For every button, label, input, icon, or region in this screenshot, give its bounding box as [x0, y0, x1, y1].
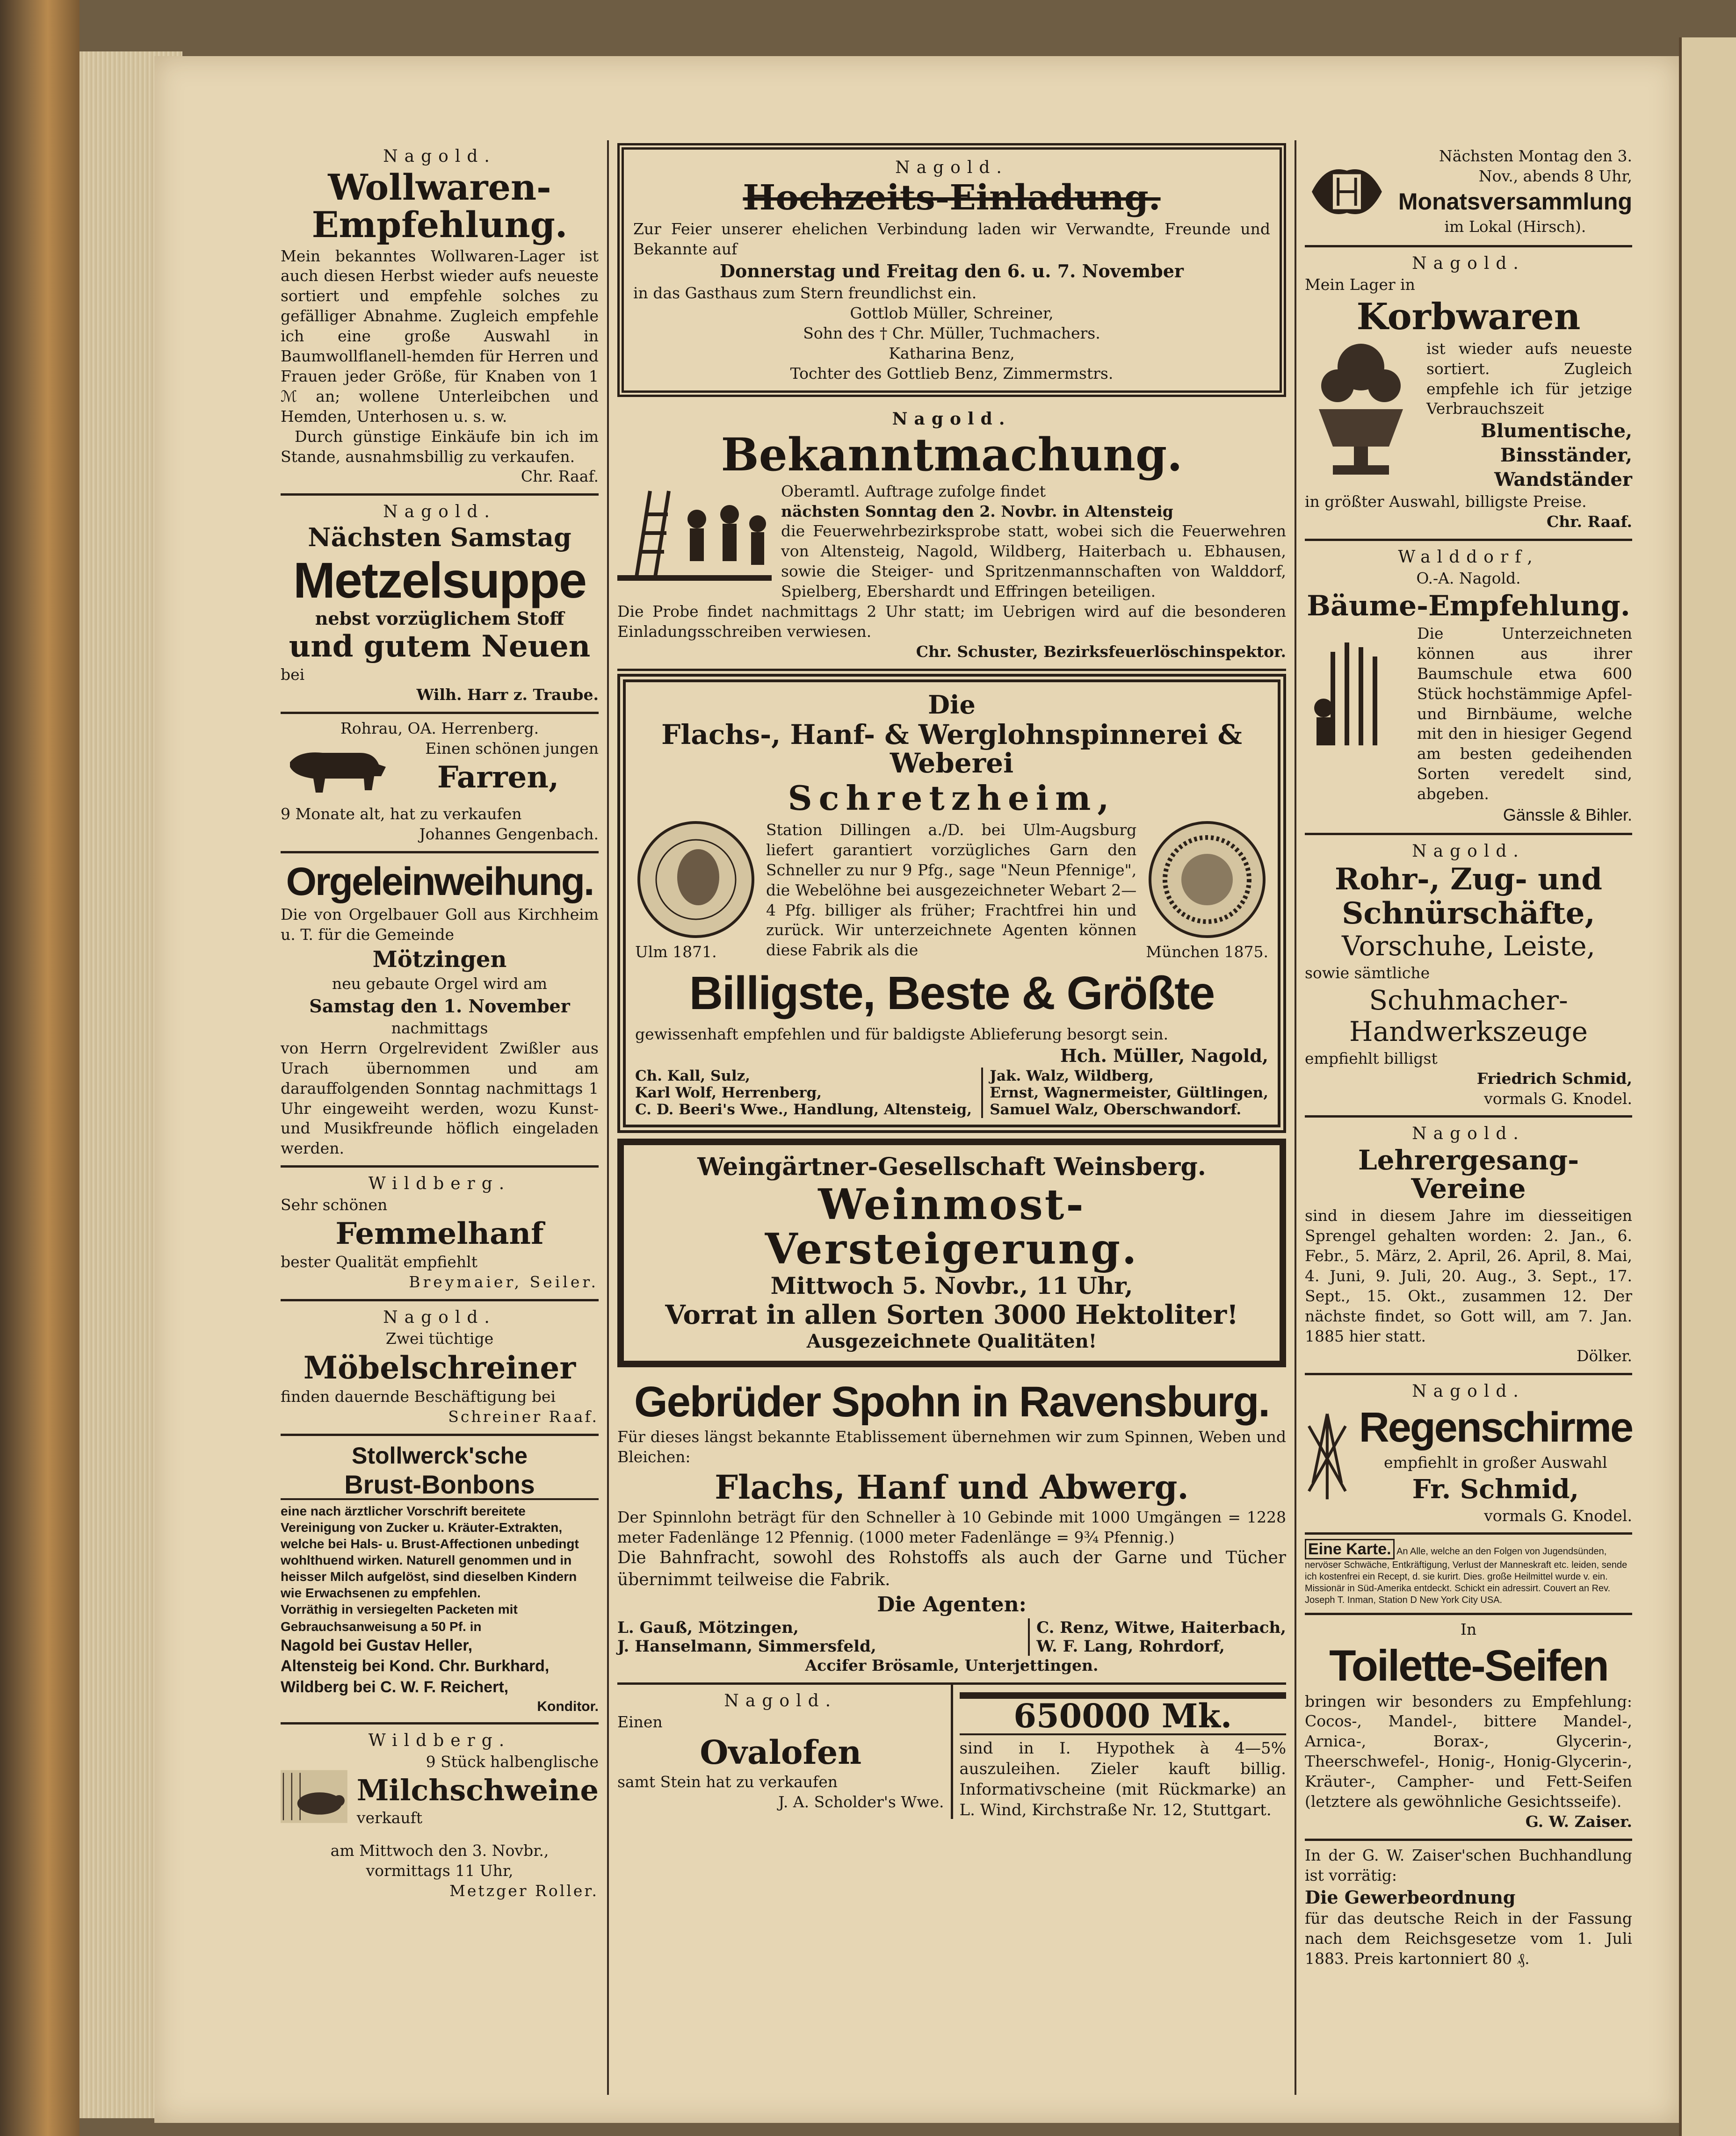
agents-right: [981, 1068, 1268, 1118]
ad-line: Ausgezeichnete Qualitäten!: [806, 1330, 1097, 1352]
ad-monatsversammlung: [1305, 140, 1632, 247]
column-1: [281, 140, 599, 1907]
ad-date: Mittwoch 5. Novbr., 11 Uhr,: [770, 1272, 1133, 1300]
town-label: Nagold.: [1412, 1382, 1525, 1401]
ad-body: von Herrn Orgelrevident Zwißler aus Urach übernommen und am darauffolgenden Sonntag nachmittags 1 Uhr eingeweiht werden, wozu Kunst- und Musikfreunde höflich eingeladen werden.: [281, 1039, 599, 1158]
ad-line: vormittags 11 Uhr,: [366, 1861, 514, 1880]
ad-line: Vorrat in allen Sorten 3000 Hektoliter!: [665, 1299, 1238, 1330]
ad-title: Orgeleinweihung.: [286, 859, 593, 903]
ad-line: und gutem Neuen: [289, 629, 591, 664]
ad-hypothek: [953, 1685, 1287, 1827]
ad-time: nachmittags: [391, 1019, 488, 1038]
ad-signature: Breymaier, Seiler.: [409, 1273, 599, 1292]
ad-line: Zwei tüchtige: [385, 1329, 494, 1348]
ad-title: Flachs-, Hanf- & Werglohnspinnerei & Weberei: [661, 719, 1242, 779]
ad-title: Femmelhanf: [335, 1216, 544, 1252]
ad-title: Handwerkszeuge: [1349, 1015, 1588, 1047]
ad-body: neu gebaute Orgel wird am: [332, 974, 548, 993]
ad-die: Die: [928, 689, 976, 720]
ad-line: bei: [281, 665, 305, 684]
ad-line: Weingärtner-Gesellschaft Weinsberg.: [697, 1152, 1206, 1181]
ad-title: Gebrüder Spohn in Ravensburg.: [634, 1378, 1269, 1426]
ad-korbwaren: [1305, 247, 1632, 541]
agent: C. D. Beeri's Wwe., Handlung, Altensteig,: [635, 1101, 972, 1118]
medal-caption: Ulm 1871.: [635, 942, 717, 961]
ad-femmelhanf: [281, 1168, 599, 1301]
ad-line: empfiehlt in großer Auswahl: [1384, 1453, 1607, 1472]
ad-line: 9 Stück halbenglische: [426, 1752, 599, 1771]
agent: W. F. Lang, Rohrdorf,: [1036, 1637, 1225, 1656]
firemen-illustration: [617, 482, 772, 585]
ad-regenschirme: [1305, 1375, 1632, 1535]
next-page-edge: [1679, 37, 1736, 2136]
town-label: Walddorf,: [1398, 548, 1539, 567]
ad-date: Donnerstag und Freitag den 6. u. 7. November: [720, 260, 1184, 282]
ad-title: Hochzeits-Einladung.: [743, 178, 1161, 218]
ad-lehrergesang: [1305, 1118, 1632, 1375]
ad-title: Ovalofen: [700, 1732, 862, 1772]
ad-signature: J. A. Scholder's Wwe.: [778, 1793, 944, 1811]
ad-body: in größter Auswahl, billigste Preise.: [1305, 492, 1587, 511]
ad-title: Brust-Bonbons: [281, 1471, 599, 1501]
town-label: Wildberg.: [368, 1731, 511, 1750]
ad-moebel: [281, 1301, 599, 1436]
agent: Accifer Brösamle, Unterjettingen.: [805, 1656, 1099, 1675]
ad-toilette-seifen: [1305, 1615, 1632, 1841]
ad-body: für das deutsche Reich in der Fassung nach dem Reichsgesetze vom 1. Juli 1883. Preis kartonniert 80 ₰.: [1305, 1909, 1632, 1968]
ad-body: Die Unterzeichneten können aus ihrer Baumschule etwa 600 Stück hochstämmige Apfel- und Birnbäume, welche mit den in hiesiger Gegend am besten gedeihenden Sorten veredelt sind, abgeben.: [1417, 624, 1632, 803]
ad-line: Einen schönen jungen: [425, 739, 599, 758]
ad-line: am Mittwoch den 3. Novbr.,: [330, 1841, 549, 1860]
ad-line: samt Stein hat zu verkaufen: [617, 1773, 838, 1791]
ad-signature: Fr. Schmid,: [1412, 1473, 1579, 1505]
ad-title: Farren,: [437, 760, 559, 795]
ad-place: in das Gasthaus zum Stern freundlichst ein.: [633, 284, 977, 303]
ad-eine-karte: [1305, 1535, 1632, 1615]
tree-bundle-illustration: [1305, 624, 1408, 750]
ad-body: Station Dillingen a./D. bei Ulm-Augsburg liefert garantiert vorzügliches Garn den Schneller zu nur 9 Pfg., sage "Neun Pfennige", die Webelöhne bei ausgezeichneter Webart 2—4 Pfg. billiger als früher; Frachtfrei hin und zurück. Wir unterzeichnete Agenten können diese Fabrik als die: [766, 821, 1137, 960]
ad-slogan: Billigste, Beste & Größte: [689, 967, 1215, 1019]
ad-body: Nächsten Montag den 3. Nov., abends 8 Uhr,: [1439, 147, 1632, 186]
guild-emblem-icon: [1305, 145, 1389, 238]
bottom-row-col2: [617, 1685, 1286, 1827]
ad-bekanntmachung: [617, 403, 1286, 671]
ad-item: Binsständer,: [1500, 444, 1632, 467]
ad-signature: Metzger Roller.: [449, 1881, 599, 1900]
ad-items: Flachs, Hanf und Abwerg.: [715, 1468, 1189, 1507]
town-label: Nagold.: [383, 502, 496, 522]
ad-body: sind in diesem Jahre im diesseitigen Sprengel gehalten worden: 2. Jan., 6. Febr., 5. März, 2. April, 26. April, 8. Mai, 4. Juni, 9. Juli, 20. Aug., 3. Sept., 17. Sept., 15. Okt., zusammen 12. Der nächste findet, so Gott will, am 7. Jan. 1885 hier statt.: [1305, 1206, 1632, 1345]
pig-illustration: [281, 1752, 347, 1841]
ad-body: Mein bekanntes Wollwaren-Lager ist auch diesen Herbst wieder aufs neueste sortiert und empfehle solches zu gefälliger Abnahme. Zugleich empfehle ich eine große Auswahl in Baumwollflanell-hemden für Herren und Frauen jeder Größe, für Knaben von 1 ℳ an; wollene Unterleibchen und Hemden, Unterhosen u. s. w.: [281, 246, 599, 426]
town-label-2: O.-A. Nagold.: [1416, 569, 1521, 588]
ad-signature-2: vormals G. Knodel.: [1484, 1506, 1632, 1525]
ad-body: Zur Feier unserer ehelichen Verbindung laden wir Verwandte, Freunde und Bekannte auf: [633, 219, 1270, 258]
agent: L. Gauß, Mötzingen,: [617, 1618, 799, 1638]
ad-body: An Alle, welche an den Folgen von Jugendsünden, nervöser Schwäche, Entkräftigung, Verlust der Manneskraft etc. leiden, sende ich kostenfrei ein Recept, d. sie kurirt. Dies. große Heilmittel wurde v. ein. Missionär in Süd-Amerika entdeckt. Schickt ein adressirt. Couvert an Rev. Joseph T. Inman, Station D New York City USA.: [1305, 1546, 1628, 1605]
ad-gewerbeordnung: [1305, 1841, 1632, 1976]
ad-place: Schretzheim,: [788, 778, 1116, 818]
agent: Samuel Walz, Oberschwandorf.: [990, 1101, 1242, 1118]
ad-title: Rohr-, Zug- und: [1335, 861, 1602, 897]
town-label: Wildberg.: [368, 1174, 511, 1194]
town-label: Nagold.: [724, 1691, 838, 1711]
ad-signature: Friedrich Schmid,: [1476, 1069, 1632, 1088]
ad-body: In der G. W. Zaiser'schen Buchhandlung ist vorrätig:: [1305, 1846, 1632, 1884]
ad-body: Für dieses längst bekannte Etablissement übernehmen wir zum Spinnen, Weben und Bleichen:: [617, 1428, 1286, 1466]
bull-icon: [281, 739, 388, 804]
ad-line: verkauft: [356, 1808, 423, 1827]
ad-signature: Chr. Schuster, Bezirksfeuerlöschinspektor.: [916, 642, 1286, 661]
ad-date: Samstag den 1. November: [309, 996, 570, 1017]
ad-body: bringen wir besonders zu Empfehlung: Cocos-, Mandel-, bittere Mandel-, Arnica-, Borax-, Glycerin-, Theerschwefel-, Honig-, Honig-Glycerin-, Kräuter-, Campher- und Fett-Seifen (letztere als gewöhnliche Gesichtsseife).: [1305, 1692, 1632, 1811]
agent: Jak. Walz, Wildberg,: [990, 1067, 1154, 1084]
dealer: Wildberg bei C. W. F. Reichert,: [281, 1678, 509, 1696]
ad-signature: Chr. Raaf.: [1546, 512, 1632, 531]
agents-title: Die Agenten:: [877, 1593, 1027, 1616]
dealer: Nagold bei Gustav Heller,: [281, 1637, 473, 1655]
ad-line: sowie sämtliche: [1305, 964, 1430, 982]
ad-flachs-schretzheim: [617, 674, 1286, 1133]
ad-name: Sohn des † Chr. Müller, Tuchmachers.: [803, 324, 1100, 343]
agent: Ch. Kall, Sulz,: [635, 1067, 751, 1084]
ad-title: Korbwaren: [1356, 295, 1581, 338]
ad-body-2: Durch günstige Einkäufe bin ich im Stande, ausnahmsbillig zu verkaufen.: [281, 427, 599, 466]
ad-line: empfiehlt billigst: [1305, 1049, 1438, 1068]
agents-left: [635, 1068, 972, 1118]
agent-main: Hch. Müller, Nagold,: [1060, 1045, 1268, 1067]
ad-title: Stollwerck'sche: [352, 1443, 528, 1469]
medal-right-icon: [1146, 819, 1268, 940]
column-3: [1305, 140, 1632, 1976]
ad-body-2: Vorräthig in versiegelten Packeten mit Gebrauchsanweisung a 50 Pf. in: [281, 1602, 518, 1634]
ad-line: Einen: [617, 1713, 663, 1732]
ad-line: Mein Lager in: [1305, 275, 1415, 294]
dealer: Altensteig bei Kond. Chr. Burkhard,: [281, 1657, 550, 1675]
ad-body: die Feuerwehrbezirksprobe statt, wobei sich die Feuerwehren von Altensteig, Nagold, Wildberg, Haiterbach u. Ebhausen, sowie die Steiger- und Spritzenmannschaften von Walddorf, Spielberg, Ebershardt und Effringen beteiligen.: [781, 522, 1286, 601]
ad-body: Die Probe findet nachmittags 2 Uhr statt; im Uebrigen wird auf die besonderen Einladungsschreiben verwiesen.: [617, 602, 1286, 641]
ad-title: Weinmost-Versteigerung.: [765, 1180, 1139, 1274]
column-2: [617, 140, 1286, 1827]
ad-body: Oberamtl. Auftrage zufolge findet: [781, 482, 1046, 500]
ad-body: sind in I. Hypothek à 4—5% auszuleihen. Zieler kauft billig. Informativscheine (mit Rückmarke) an L. Wind, Kirchstraße Nr. 12, Stuttgart.: [959, 1739, 1286, 1820]
agent: Karl Wolf, Herrenberg,: [635, 1084, 822, 1101]
ad-line: Nächsten Samstag: [308, 522, 571, 553]
ad-line: 9 Monate alt, hat zu verkaufen: [281, 805, 522, 823]
ad-body: Die Bahnfracht, sowohl des Rohstoffs als auch der Garne und Tücher übernimmt teilweise die Fabrik.: [617, 1548, 1286, 1590]
ad-signature: Chr. Raaf.: [521, 467, 599, 486]
flower-basket-illustration: [1305, 339, 1417, 479]
ad-place: im Lokal (Hirsch).: [1444, 217, 1586, 236]
ad-signature-2: vormals G. Knodel.: [1484, 1089, 1632, 1108]
town-label: Nagold.: [1412, 1124, 1525, 1144]
ad-line: finden dauernde Beschäftigung bei: [281, 1387, 556, 1406]
ad-body: gewissenhaft empfehlen und für baldigste Ablieferung besorgt sein.: [635, 1025, 1169, 1043]
town-label: Nagold.: [383, 1308, 496, 1328]
ad-title: Eine Karte.: [1305, 1539, 1395, 1559]
ad-date: nächsten Sonntag den 2. Novbr. in Altensteig: [781, 502, 1173, 520]
ad-body: eine nach ärztlicher Vorschrift bereitete Vereinigung von Zucker u. Kräuter-Extrakten, welche bei Hals- u. Brust-Affectionen unbedingt wohlthuend wirken. Naturell genommen und in heisser Milch aufgelöst, sind dieselben Kindern wie Erwachsenen zu empfehlen.: [281, 1504, 579, 1601]
ad-place: Mötzingen: [372, 946, 507, 973]
ad-body: ist wieder aufs neueste sortiert. Zugleich empfehle ich für jetzige Verbrauchszeit: [1426, 339, 1632, 418]
agent: J. Hanselmann, Simmersfeld,: [617, 1637, 876, 1656]
medal-caption: München 1875.: [1146, 942, 1268, 961]
dealer: Konditor.: [537, 1698, 599, 1714]
ad-item: Wandständer: [1494, 469, 1632, 491]
ad-spohn: [617, 1372, 1286, 1685]
ad-line: nebst vorzüglichem Stoff: [315, 608, 564, 629]
town-label: Nagold.: [1412, 254, 1525, 273]
ad-signature: G. W. Zaiser.: [1525, 1812, 1632, 1831]
ad-title: Monatsversammlung: [1398, 188, 1632, 215]
agents-left: [617, 1618, 876, 1656]
ad-stollwerck: [281, 1436, 599, 1725]
ad-signature: Wilh. Harr z. Traube.: [416, 686, 599, 704]
agent: C. Renz, Witwe, Haiterbach,: [1036, 1618, 1286, 1638]
column-rule: [1295, 140, 1296, 2095]
ad-title: Möbelschreiner: [303, 1349, 576, 1386]
ad-signature: Schreiner Raaf.: [448, 1407, 599, 1426]
ad-title: Lehrergesang-Vereine: [1358, 1144, 1579, 1205]
ad-weinmost: [617, 1139, 1286, 1367]
medal-left-icon: [635, 819, 757, 940]
ad-title: Vorschuhe, Leiste,: [1342, 930, 1595, 962]
ad-hochzeit: [617, 143, 1286, 397]
ad-line: Sehr schönen: [281, 1196, 388, 1214]
ad-title: Toilette-Seifen: [1329, 1640, 1608, 1690]
ad-item: Blumentische,: [1481, 420, 1632, 442]
ad-name: Gottlob Müller, Schreiner,: [850, 304, 1054, 323]
agent: Ernst, Wagnermeister, Gültlingen,: [990, 1084, 1268, 1101]
town-label: Nagold.: [892, 409, 1012, 429]
town-label: Nagold.: [1412, 841, 1525, 861]
ad-body: Die von Orgelbauer Goll aus Kirchheim u. T. für die Gemeinde: [281, 905, 599, 944]
ad-signature: Gänssle & Bihler.: [1503, 805, 1632, 825]
ad-signature: Dölker.: [1576, 1347, 1632, 1365]
ad-farren: [281, 714, 599, 853]
ad-signature: Johannes Gengenbach.: [419, 825, 599, 843]
ad-line: bester Qualität empfiehlt: [281, 1253, 477, 1271]
ad-ovalofen: [617, 1685, 953, 1819]
ad-body: Der Spinnlohn beträgt für den Schneller à 10 Gebinde mit 1000 Umgängen = 1228 meter Fadenlänge 12 Pfennig. (1000 meter Fadenlänge = 9¾ Pfennig.): [617, 1508, 1286, 1546]
ad-name: Tochter des Gottlieb Benz, Zimmermstrs.: [790, 364, 1114, 382]
ad-baeume: [1305, 541, 1632, 835]
ad-name: Katharina Benz,: [889, 344, 1015, 363]
ad-title: Schuhmacher-: [1369, 984, 1568, 1016]
ad-title: Bäume-Empfehlung.: [1307, 590, 1630, 623]
ad-schuhmacher: [1305, 835, 1632, 1118]
ad-title: Bekanntmachung.: [721, 428, 1183, 481]
column-rule: [607, 140, 609, 2095]
ad-wollwaren: [281, 140, 599, 496]
umbrella-icon: [1305, 1403, 1350, 1510]
town-label: Nagold.: [895, 158, 1008, 177]
book-spine: [0, 0, 80, 2136]
agents-right: [1028, 1618, 1286, 1656]
ad-title: Regenschirme: [1359, 1404, 1632, 1451]
town-label: Rohrau, OA. Herrenberg.: [340, 719, 539, 738]
ad-title: 650000 Mk.: [960, 1692, 1287, 1735]
ad-title: Schnürschäfte,: [1342, 896, 1595, 931]
ad-title: Wollwaren-Empfehlung.: [311, 166, 568, 245]
ad-metzelsuppe: [281, 496, 599, 714]
town-label: Nagold.: [383, 147, 496, 166]
ad-title: Metzelsuppe: [293, 551, 586, 608]
ad-milchschweine: [281, 1725, 599, 1908]
ad-title: Die Gewerbeordnung: [1305, 1886, 1516, 1908]
ad-line: In: [1460, 1620, 1477, 1638]
ad-title: Milchschweine: [356, 1773, 599, 1807]
ad-orgel: [281, 853, 599, 1168]
